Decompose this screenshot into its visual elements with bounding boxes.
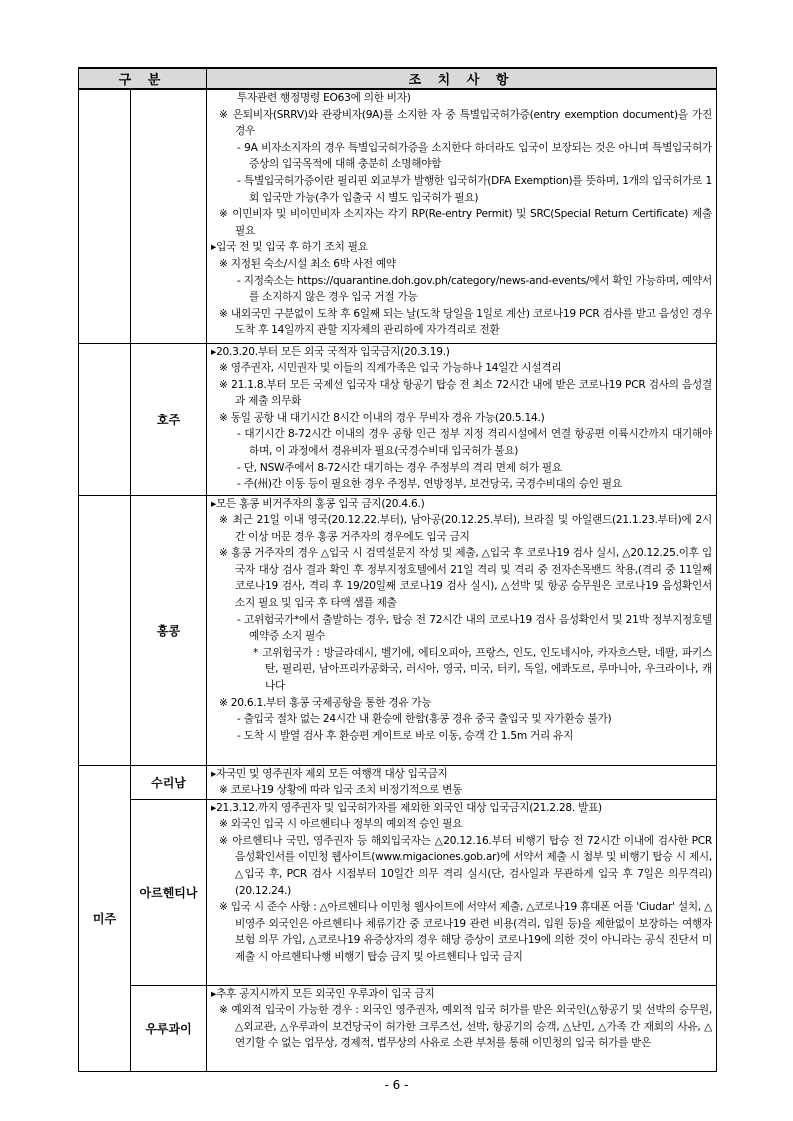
content-cell [207,89,717,343]
content-line: ▸21.3.12.까지 영주권자 및 입국허가자를 제외한 외국인 대상 입국금지(21.2.28. 발표) [211,801,602,814]
content-line: ※ 홍콩 거주자의 경우 △입국 시 검역설문지 작성 및 제출, △입국 후 코로나19 검사 실시, △20.12.25.이후 입국자 대상 검사 결과 확인 후 정부지정호텔에서 21일 격리 및 격리 중 전자손목밴드 착용,(격리 중 11일째 코로나19 검사, 격리 후 19/20일째 코로나19 검사 실시), △선박 및 항공 승무원은 코로나19 음성확인서 소지 필요 및 입국 후 타액 샘플 제출 [219,547,712,610]
content-cell [207,495,717,765]
table-row-argentina [79,799,717,985]
table-header-row [79,68,717,89]
table-row-suriname [79,765,717,799]
content-line: ※ 아르헨티나 국민, 영주권자 등 해외입국자는 △20.12.16.부터 비행기 탑승 전 72시간 이내에 검사한 PCR 음성확인서를 이민청 웹사이트(www.migaciones.gob.ar)에 서약서 제출 시 첨부 및 비행기 탑승 시 제시, △입국 후, PCR 검사 시점부터 10일간 의무 격리 실시(단, 검사일과 무관하게 입국 후 7일은 의무격리)(20.12.24.) [219,834,712,897]
content-line: ※ 내외국민 구분없이 도착 후 6일째 되는 날(도착 당일을 1일로 계산) 코로나19 PCR 검사를 받고 음성인 경우 도착 후 14일까지 관할 지자체의 관리하에 자가격리로 전환 [219,307,712,337]
region-cell-americas: 미주 [79,765,131,1071]
table-row-australia [79,343,717,495]
content-line: ※ 동일 공항 내 대기시간 8시간 이내의 경우 무비자 경유 가능(20.5.14.) [219,411,545,424]
country-cell-uruguay: 우루과이 [131,985,207,1071]
table-row-philippines [79,89,717,343]
table-row-hongkong [79,495,717,765]
country-cell-argentina: 아르헨티나 [131,799,207,985]
content-line: ▸자국민 및 영주권자 제외 모든 여행객 대상 입국금지 [211,767,448,780]
country-cell-suriname: 수리남 [131,765,207,799]
content-line: - 9A 비자소지자의 경우 특별입국허가증을 소지한다 하더라도 입국이 보장되는 것은 아니며 특별입국허가증상의 입국목적에 대해 충분히 소명해야함 [237,141,712,171]
country-cell-australia: 호주 [131,343,207,495]
content-cell [207,985,717,1071]
measures-table [78,67,717,1072]
header-measures: 조 치 사 항 [207,68,717,89]
page-number: - 6 - [384,1078,409,1092]
header-category: 구 분 [79,68,207,89]
content-line: ※ 영주권자, 시민권자 및 이들의 직계가족은 입국 가능하나 14일간 시설격리 [219,362,562,375]
document-page [78,67,716,1072]
content-cell [207,799,717,985]
content-line: - 주(州)간 이동 등이 필요한 경우 주정부, 연방정부, 보건당국, 국경수비대의 승인 필요 [237,478,622,491]
table-row-uruguay [79,985,717,1071]
content-cell [207,765,717,799]
content-line: ※ 20.6.1.부터 홍콩 국제공항을 통한 경유 가능 [219,696,432,709]
content-line: ※ 입국 시 준수 사항 : △아르헨티나 이민청 웹사이트에 서약서 제출, △코로나19 휴대폰 어플 'Ciudar' 설치, △비영주 외국인은 아르헨티나 체류기간 중 코로나19 관련 비용(격리, 입원 등)을 제한없이 보장하는 여행자 보험 의무 가입, △코로나19 유증상자의 경우 해당 증상이 코로나19에 의한 것이 아니라는 공식 진단서 미제출 시 아르헨티나행 비행기 탑승 금지 및 아르헨티나 입국 금지 [219,901,712,964]
content-line: ※ 코로나19 상황에 따라 입국 조치 비정기적으로 변동 [219,784,463,797]
content-line: ▸20.3.20.부터 모든 외국 국적자 입국금지(20.3.19.) [211,345,450,358]
region-cell-asia [79,89,131,343]
content-line: - 단, NSW주에서 8-72시간 대기하는 경우 주정부의 격리 면제 허가 필요 [237,461,562,474]
content-line: - 고위험국가*에서 출발하는 경우, 탑승 전 72시간 내의 코로나19 검사 음성확인서 및 21박 정부지정호텔 예약증 소지 필수 [237,613,712,643]
country-cell-hongkong: 홍콩 [131,495,207,765]
content-line: ※ 최근 21일 이내 영국(20.12.22.부터), 남아공(20.12.25.부터), 브라질 및 아일랜드(21.1.23.부터)에 2시간 이상 머문 경우 홍콩 거주자의 경우에도 입국 금지 [219,514,712,543]
country-cell-philippines [131,89,207,343]
region-cell-asia-3 [79,495,131,765]
content-line: - 도착 시 발열 검사 후 환승편 게이트로 바로 이동, 승객 간 1.5m 거리 유지 [237,729,574,742]
content-line: ▸모든 홍콩 비거주자의 홍콩 입국 금지(20.4.6.) [211,497,425,510]
content-line: ▸추후 공지시까지 모든 외국인 우루과이 입국 금지 [211,987,435,1000]
content-line: - 출입국 절차 없는 24시간 내 환승에 한함(홍콩 경유 중국 출입국 및 자가환승 불가) [237,713,612,726]
content-line: ※ 외국인 입국 시 아르헨티나 정부의 예외적 승인 필요 [219,818,463,831]
content-line: ※ 예외적 입국이 가능한 경우 : 외국인 영주권자, 예외적 입국 허가를 받은 외국인(△항공기 및 선박의 승무원, △외교관, △우루과이 보건당국이 허가한 크루즈선, 선박, 항공기의 승객, △난민, △가족 간 재회의 사유, △연기할 수 없는 업무상, 경제적, 법무상의 사유로 소관 부처를 통해 이민청의 입국 허가를 받은 [219,1004,712,1050]
content-line: - 특별입국허가증이란 필리핀 외교부가 발행한 입국허가(DFA Exemption)를 뜻하며, 1개의 입국허가로 1회 입국만 가능(추가 입출국 시 별도 입국허가 필요) [237,174,712,204]
content-line: - 대기시간 8-72시간 이내의 경우 공항 인근 정부 지정 격리시설에서 연결 항공편 이륙시간까지 대기해야 하며, 이 과정에서 경유비자 필요(국경수비대 입국허가 불요) [237,428,712,458]
content-line: ※ 은퇴비자(SRRV)와 관광비자(9A)를 소지한 자 중 특별입국허가증(entry exemption document)을 가진 경우 [219,108,712,138]
content-line: 투자관련 행정명령 EO63에 의한 비자) [237,92,411,104]
region-cell-asia-2 [79,343,131,495]
content-cell [207,343,717,495]
content-line: ▸입국 전 및 입국 후 하기 조치 필요 [211,241,368,254]
content-line: ※ 이민비자 및 비이민비자 소지자는 각기 RP(Re-entry Permit) 및 SRC(Special Return Certificate) 제출 필요 [219,208,712,237]
content-line: * 고위험국가 : 방글라데시, 벨기에, 에티오피아, 프랑스, 인도, 인도네시아, 카자흐스탄, 네팔, 파키스탄, 필리핀, 남아프리카공화국, 러시아, 영국, 미국, 터키, 독일, 에콰도르, 루마니아, 우크라이나, 캐나다 [253,646,712,693]
content-line: ※ 지정된 숙소/시설 최소 6박 사전 예약 [219,257,396,270]
content-line: ※ 21.1.8.부터 모든 국제선 입국자 대상 항공기 탑승 전 최소 72시간 내에 받은 코로나19 PCR 검사의 음성결과 제출 의무화 [219,378,712,408]
content-line: - 지정숙소는 https://quarantine.doh.gov.ph/category/news-and-events/에서 확인 가능하며, 예약서를 소지하지 않은 경우 입국 거절 가능 [237,274,712,304]
